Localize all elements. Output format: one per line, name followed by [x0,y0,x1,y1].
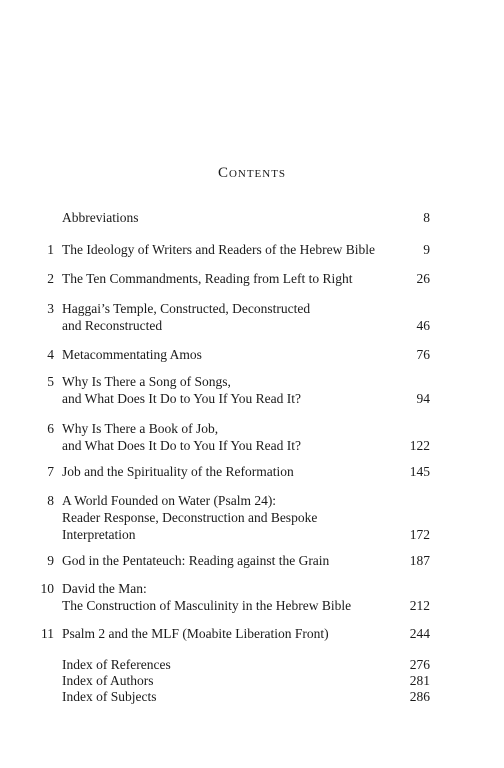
chapter-title [62,656,392,673]
chapter-title-line: Index of Subjects [62,689,157,704]
page-number: 212 [409,598,430,613]
page-number: 94 [416,391,430,406]
chapter-title [62,420,392,454]
toc-entry [38,625,430,642]
chapter-number: 2 [47,271,54,286]
toc-entry [38,346,430,363]
page-number: 172 [409,527,430,542]
chapter-title-line: God in the Pentateuch: Reading against the Grain [62,553,330,568]
chapter-title [62,625,392,642]
page-number: 145 [409,464,430,479]
chapter-title-line: Metacommentating Amos [62,347,202,362]
chapter-title-line: Index of References [62,657,171,672]
toc-entry [38,373,430,407]
chapter-title-line: Reader Response, Deconstruction and Bespoke [62,510,318,525]
page-number: 281 [409,673,430,688]
chapter-title [62,580,392,614]
page-number: 9 [423,242,430,257]
page-number: 244 [409,626,430,641]
chapter-title-line: Index of Authors [62,673,154,688]
chapter-number: 4 [47,347,54,362]
chapter-number: 3 [47,301,54,316]
chapter-title-line: The Ideology of Writers and Readers of the Hebrew Bible [62,242,375,257]
chapter-title-line: Psalm 2 and the MLF (Moabite Liberation Front) [62,626,329,641]
toc-entry [38,463,430,480]
chapter-title-line: and Reconstructed [62,318,163,333]
chapter-title-line: David the Man: [62,581,147,596]
page-number: 286 [409,689,430,704]
chapter-number: 9 [47,553,54,568]
chapter-number: 7 [47,464,54,479]
toc-entry [38,209,430,226]
toc-entry [38,672,430,689]
chapter-title [62,209,392,226]
chapter-title [62,241,392,258]
chapter-title [62,463,392,480]
page-number: 122 [409,438,430,453]
chapter-title-line: and What Does It Do to You If You Read It? [62,391,301,406]
page-number: 46 [416,318,430,333]
toc-entry [38,580,430,614]
toc-entry [38,300,430,334]
chapter-title [62,373,392,407]
chapter-number: 8 [47,493,54,508]
chapter-title [62,346,392,363]
chapter-title-line: Interpretation [62,527,136,542]
chapter-title-line: Job and the Spirituality of the Reformation [62,464,294,479]
toc-entry [38,656,430,673]
chapter-number: 11 [41,626,54,641]
page-number: 76 [416,347,430,362]
chapter-number: 10 [40,581,54,596]
chapter-title-line: Why Is There a Book of Job, [62,421,219,436]
toc-entry [38,270,430,287]
chapter-title-line: Haggai’s Temple, Constructed, Deconstructed [62,301,311,316]
page-number: 276 [409,657,430,672]
chapter-title [62,672,392,689]
toc-entry [38,552,430,569]
toc-entry [38,420,430,454]
chapter-title-line: The Construction of Masculinity in the Hebrew Bible [62,598,352,613]
toc-entry [38,241,430,258]
page-number: 8 [423,210,430,225]
chapter-title-line: Abbreviations [62,210,139,225]
chapter-title-line: A World Founded on Water (Psalm 24): [62,493,277,508]
chapter-number: 5 [47,374,54,389]
toc-entry [38,492,430,543]
chapter-number: 1 [47,242,54,257]
page-number: 26 [416,271,430,286]
page-title: Contents [217,165,287,181]
chapter-title [62,270,392,287]
page-number: 187 [409,553,430,568]
chapter-title [62,552,392,569]
chapter-title-line: Why Is There a Song of Songs, [62,374,231,389]
chapter-title [62,300,392,334]
chapter-title [62,492,392,543]
chapter-title-line: The Ten Commandments, Reading from Left to Right [62,271,353,286]
chapter-title [62,688,392,705]
chapter-title-line: and What Does It Do to You If You Read It? [62,438,301,453]
toc-entry [38,688,430,705]
chapter-number: 6 [47,421,54,436]
